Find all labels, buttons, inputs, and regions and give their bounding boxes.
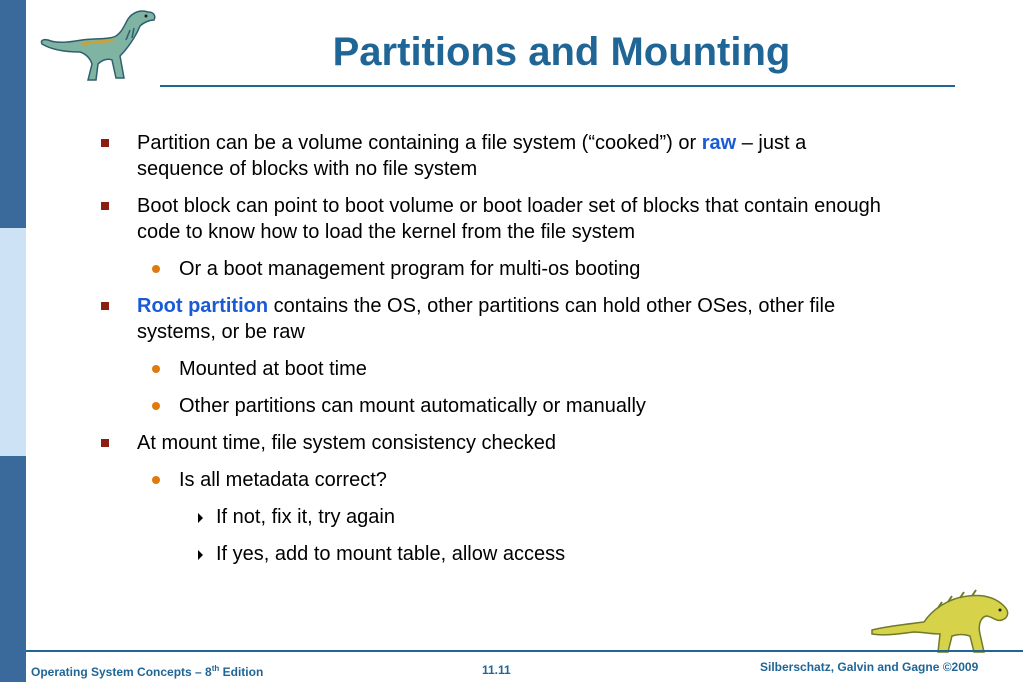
bullet-text: – just a xyxy=(736,132,807,154)
bullet-text: Is all metadata correct? xyxy=(179,469,387,491)
dot-bullet-icon xyxy=(152,265,160,273)
dot-bullet-icon xyxy=(152,402,160,410)
bullet-text: systems, or be raw xyxy=(137,321,305,343)
highlighted-term: Root partition xyxy=(137,295,269,317)
bullet-text: sequence of blocks with no file system xyxy=(137,158,478,180)
square-bullet-icon xyxy=(101,139,109,147)
bullet-line xyxy=(179,256,640,282)
dot-bullet-icon xyxy=(152,476,160,484)
footer-book-title: Operating System Concepts – 8th Edition xyxy=(31,664,264,679)
bullet-line xyxy=(137,219,635,245)
bullet-line xyxy=(137,293,835,319)
square-bullet-icon xyxy=(101,302,109,310)
dinosaur-icon xyxy=(868,586,1014,656)
bullet-text: Or a boot management program for multi-os booting xyxy=(179,258,641,280)
bullet-text: Partition can be a volume containing a file system (“cooked”) or xyxy=(137,132,702,154)
bullet-line xyxy=(216,541,565,567)
slide-title: Partitions and Mounting xyxy=(332,30,791,74)
bullet-text: At mount time, file system consistency checked xyxy=(137,432,557,454)
bullet-text: Other partitions can mount automatically or manually xyxy=(179,395,646,417)
footer-authors: Silberschatz, Galvin and Gagne ©2009 xyxy=(760,660,979,674)
dot-bullet-icon xyxy=(152,365,160,373)
bullet-line xyxy=(216,504,395,530)
bullet-text: code to know how to load the kernel from the file system xyxy=(137,221,636,243)
bullet-text: If not, fix it, try again xyxy=(216,506,395,528)
arrow-bullet-icon xyxy=(198,550,203,560)
square-bullet-icon xyxy=(101,202,109,210)
bullet-text: Mounted at boot time xyxy=(179,358,367,380)
bullet-line xyxy=(179,393,646,419)
bullet-line xyxy=(137,319,305,345)
bullet-line xyxy=(179,467,387,493)
bullet-line xyxy=(137,130,806,156)
footer-slide-number: 11.11 xyxy=(482,663,511,677)
arrow-bullet-icon xyxy=(198,513,203,523)
bullet-line xyxy=(137,430,556,456)
highlighted-term: raw xyxy=(701,132,737,154)
bullet-line xyxy=(179,356,367,382)
bullet-line xyxy=(137,193,881,219)
footer-divider xyxy=(26,650,1023,652)
bullet-text: contains the OS, other partitions can hold other OSes, other file xyxy=(268,295,836,317)
square-bullet-icon xyxy=(101,439,109,447)
bullet-text: If yes, add to mount table, allow access xyxy=(216,543,566,565)
bullet-line xyxy=(137,156,477,182)
bullet-text: Boot block can point to boot volume or boot loader set of blocks that contain enough xyxy=(137,195,881,217)
